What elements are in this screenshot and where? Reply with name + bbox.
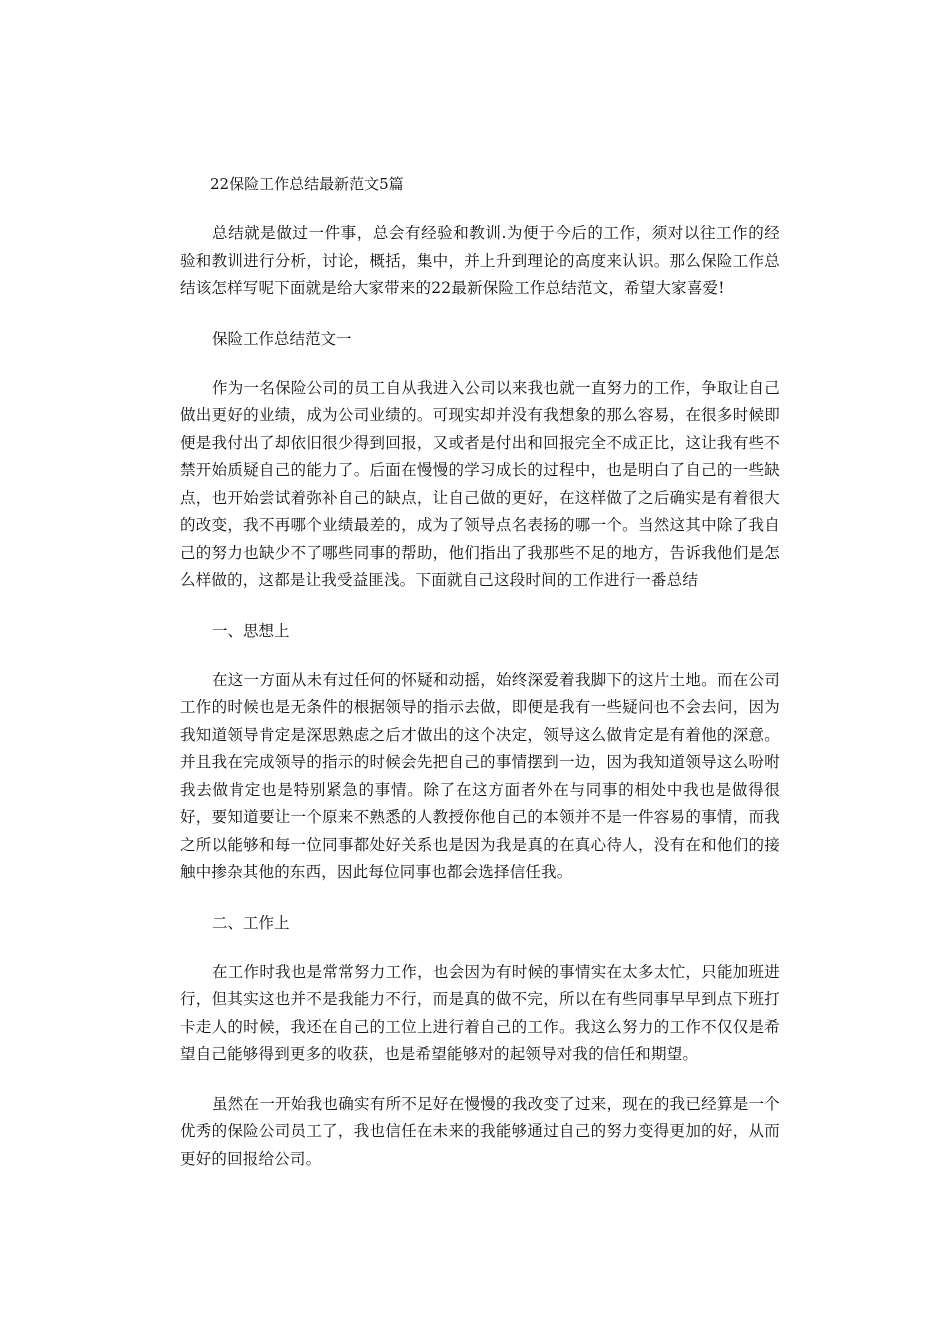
document-title: 22保险工作总结最新范文5篇 — [210, 175, 404, 193]
heading-work: 二、工作上 — [212, 913, 290, 932]
section-title: 保险工作总结范文一 — [212, 329, 352, 348]
paragraph-3: 在工作时我也是常常努力工作，也会因为有时候的事情实在太多太忙，只能加班进行，但其实这也并不是我能力不行，而是真的做不完，所以在有些同事早早到点下班打卡走人的时候，我还在自己的工位上进行着自己的工作。我这么努力的工作不仅仅是希望自己能够得到更多的收获，也是希望能够对的起领导对我的信任和期望。 — [180, 962, 780, 1063]
paragraph-2: 在这一方面从未有过任何的怀疑和动摇，始终深爱着我脚下的这片土地。而在公司工作的时候也是无条件的根据领导的指示去做，即便是我有一些疑问也不会去问，因为我知道领导肯定是深思熟虑之后才做出的这个决定，领导这么做肯定是有着他的深意。并且我在完成领导的指示的时候会先把自己的事情摆到一边，因为我知道领导这么吩咐我去做肯定也是特别紧急的事情。除了在这方面者外在与同事的相处中我也是做得很好，要知道要让一个原来不熟悉的人教授你他自己的本领并不是一件容易的事情，而我之所以能够和每一位同事都处好关系也是因为我是真的在真心待人，没有在和他们的接触中掺杂其他的东西，因此每位同事也都会选择信任我。 — [180, 670, 780, 881]
heading-thought: 一、思想上 — [212, 621, 290, 640]
paragraph-4: 虽然在一开始我也确实有所不足好在慢慢的我改变了过来，现在的我已经算是一个优秀的保险公司员工了，我也信任在未来的我能够通过自己的努力变得更加的好，从而更好的回报给公司。 — [180, 1094, 780, 1168]
paragraph-1: 作为一名保险公司的员工自从我进入公司以来我也就一直努力的工作，争取让自己做出更好的业绩，成为公司业绩的。可现实却并没有我想象的那么容易，在很多时候即便是我付出了却依旧很少得到回报，又或者是付出和回报完全不成正比，这让我有些不禁开始质疑自己的能力了。后面在慢慢的学习成长的过程中，也是明白了自己的一些缺点，也开始尝试着弥补自己的缺点，让自己做的更好，在这样做了之后确实是有着很大的改变，我不再哪个业绩最差的，成为了领导点名表扬的哪一个。当然这其中除了我自己的努力也缺少不了哪些同事的帮助，他们指出了我那些不足的地方，告诉我他们是怎么样做的，这都是让我受益匪浅。下面就自己这段时间的工作进行一番总结 — [180, 378, 780, 589]
document-page — [180, 170, 780, 1195]
intro-paragraph: 总结就是做过一件事，总会有经验和教训.为便于今后的工作，须对以往工作的经验和教训进行分析，讨论，概括，集中，并上升到理论的高度来认识。那么保险工作总结该怎样写呢下面就是给大家带来的22最新保险工作总结范文，希望大家喜爱! — [180, 224, 780, 297]
